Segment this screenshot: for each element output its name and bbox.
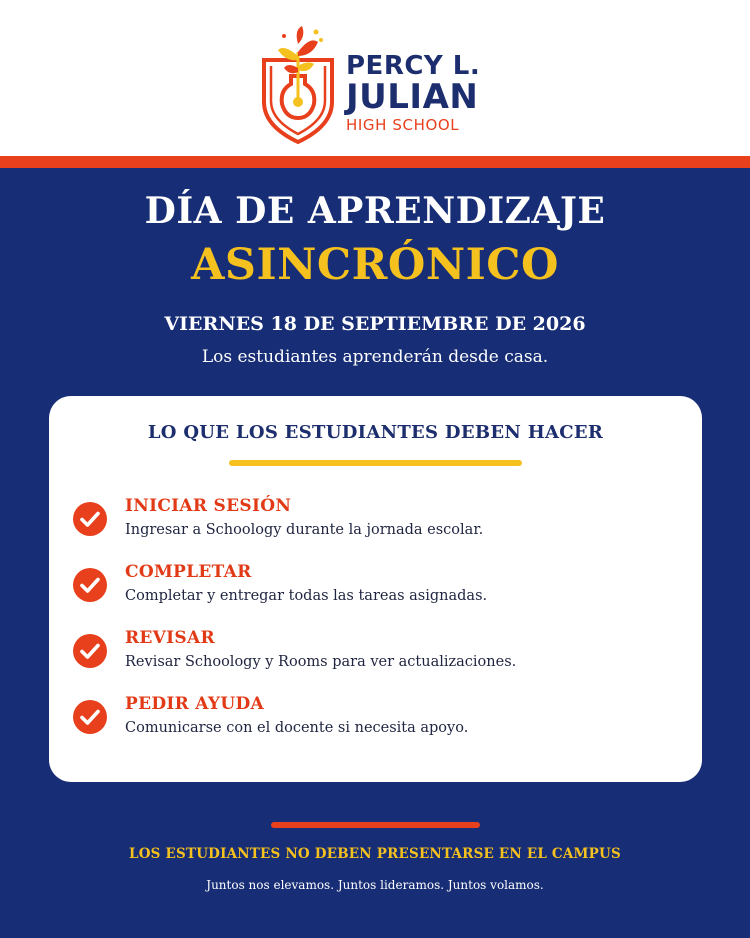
item-heading: INICIAR SESIÓN — [125, 496, 292, 516]
campus-notice: LOS ESTUDIANTES NO DEBEN PRESENTARSE EN EL CAMPUS — [129, 846, 621, 862]
check-icon — [73, 634, 107, 668]
item-heading: COMPLETAR — [125, 562, 252, 582]
item-description: Completar y entregar todas las tareas asignadas. — [125, 588, 488, 604]
hero — [0, 188, 750, 368]
list-item — [73, 564, 673, 614]
item-heading: PEDIR AYUDA — [125, 694, 265, 714]
school-name-line2: JULIAN — [346, 77, 479, 117]
list-item — [73, 498, 673, 548]
card-title-underline — [229, 460, 522, 466]
item-description: Comunicarse con el docente si necesita apoyo. — [125, 720, 469, 736]
footer-divider — [271, 822, 480, 828]
title-line2: ASINCRÓNICO — [191, 240, 559, 290]
item-heading: REVISAR — [125, 628, 215, 648]
list-item — [73, 696, 673, 746]
check-icon — [73, 568, 107, 602]
school-crest-logo — [258, 22, 338, 144]
event-date: VIERNES 18 DE SEPTIEMBRE DE 2026 — [164, 313, 586, 335]
school-motto: Juntos nos elevamos. Juntos lideramos. Juntos volamos. — [206, 878, 544, 892]
school-wordmark — [346, 52, 480, 134]
item-description: Revisar Schoology y Rooms para ver actualizaciones. — [125, 654, 517, 670]
check-icon — [73, 700, 107, 734]
header — [0, 0, 750, 156]
subtitle: Los estudiantes aprenderán desde casa. — [201, 347, 549, 367]
title-line1: DÍA DE APRENDIZAJE — [144, 190, 606, 232]
list-item — [73, 630, 673, 680]
school-name-line3: HIGH SCHOOL — [346, 116, 460, 134]
school-name-line1: PERCY L. — [346, 51, 481, 81]
card-title: LO QUE LOS ESTUDIANTES DEBEN HACER — [147, 422, 604, 443]
check-icon — [73, 502, 107, 536]
header-divider-stripe — [0, 156, 750, 168]
tasks-card — [49, 396, 702, 782]
item-description: Ingresar a Schoology durante la jornada escolar. — [125, 522, 484, 538]
